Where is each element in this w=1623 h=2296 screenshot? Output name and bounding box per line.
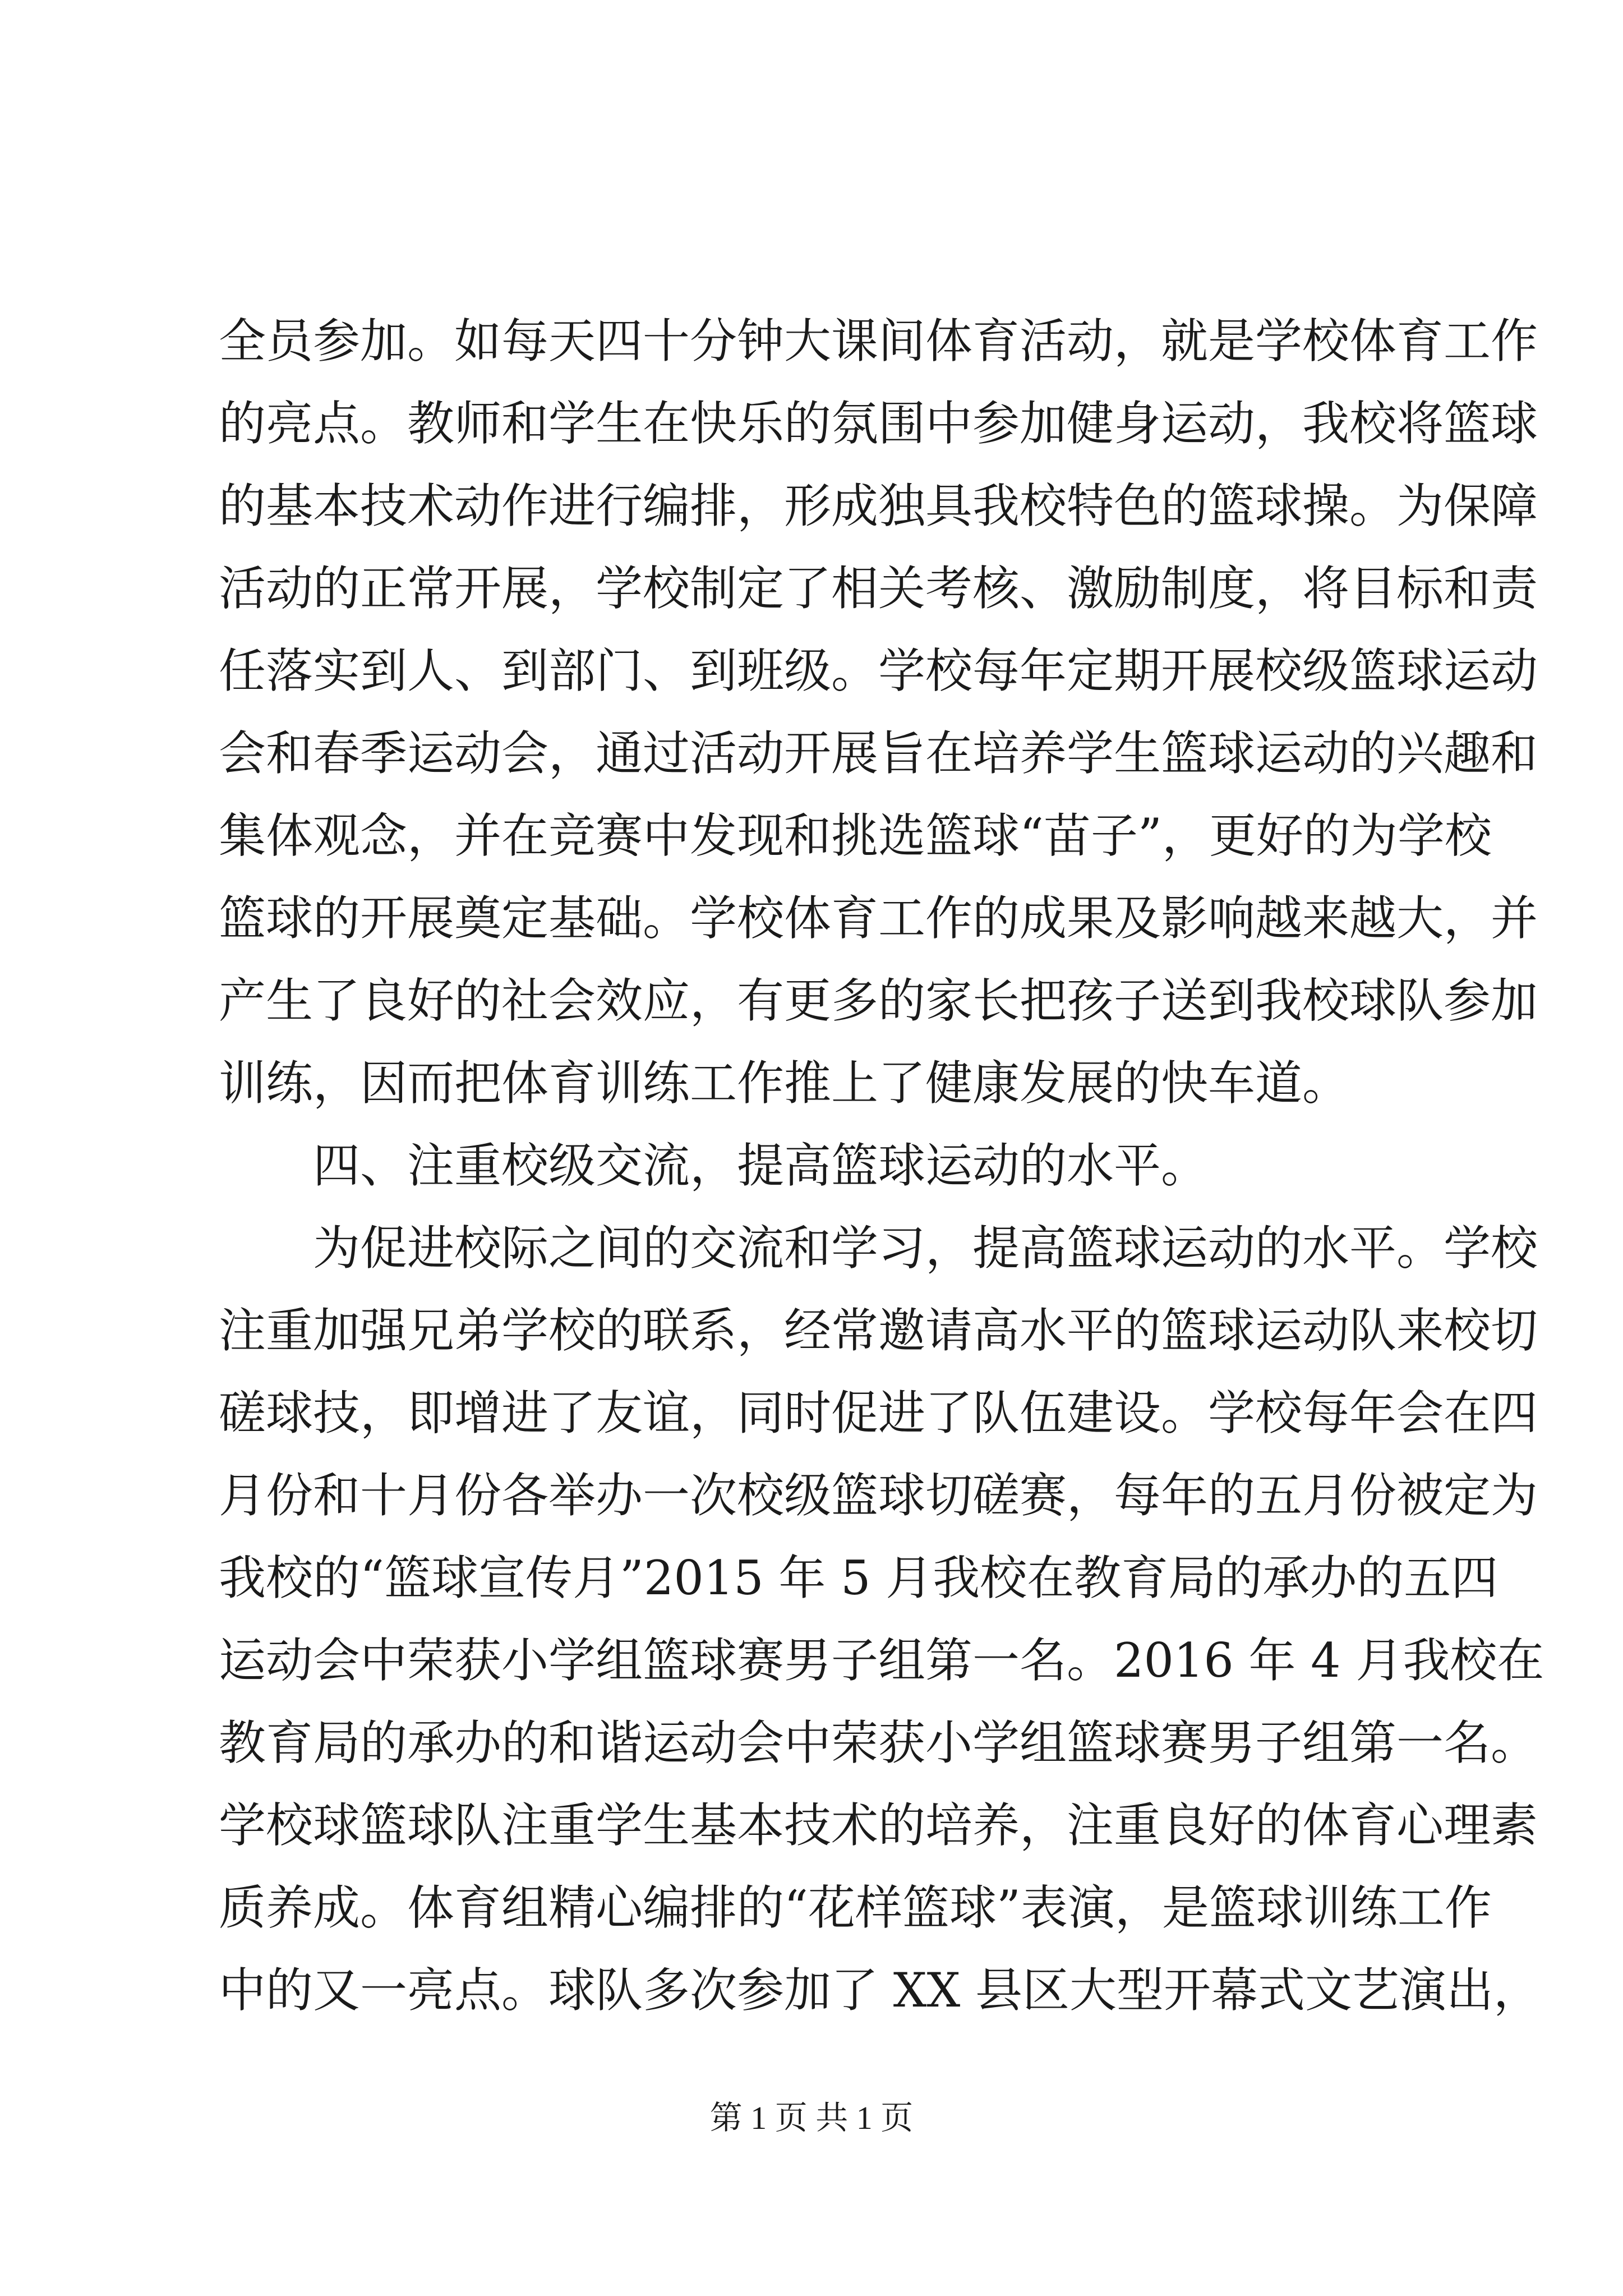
text-line: 产生了良好的社会效应，有更多的家长把孩子送到我校球队参加	[219, 973, 1538, 1028]
body-text	[219, 300, 1544, 2032]
text-line: 训练，因而把体育训练工作推上了健康发展的快车道。	[219, 1056, 1350, 1111]
text-line: 注重加强兄弟学校的联系，经常邀请高水平的篮球运动队来校切	[219, 1303, 1538, 1358]
text-line: 任落实到人、到部门、到班级。学校每年定期开展校级篮球运动	[219, 643, 1538, 698]
text-line: 运动会中荣获小学组篮球赛男子组第一名。2016 年 4 月我校在	[219, 1633, 1544, 1688]
text-line: 的亮点。教师和学生在快乐的氛围中参加健身运动，我校将篮球	[219, 396, 1538, 451]
text-line: 为促进校际之间的交流和学习，提高篮球运动的水平。学校	[313, 1221, 1538, 1276]
text-line: 篮球的开展奠定基础。学校体育工作的成果及影响越来越大，并	[219, 891, 1538, 946]
text-line: 教育局的承办的和谐运动会中荣获小学组篮球赛男子组第一名。	[219, 1715, 1538, 1770]
text-line: 全员参加。如每天四十分钟大课间体育活动，就是学校体育工作	[219, 314, 1538, 369]
text-line: 质养成。体育组精心编排的“花样篮球”表演，是篮球训练工作	[219, 1880, 1492, 1935]
section-heading: 四、注重校级交流，提高篮球运动的水平。	[313, 1138, 1209, 1193]
text-line: 的基本技术动作进行编排，形成独具我校特色的篮球操。为保障	[219, 478, 1538, 533]
text-line: 会和春季运动会，通过活动开展旨在培养学生篮球运动的兴趣和	[219, 726, 1538, 781]
text-line: 月份和十月份各举办一次校级篮球切磋赛，每年的五月份被定为	[219, 1468, 1538, 1523]
text-line: 学校球篮球队注重学生基本技术的培养，注重良好的体育心理素	[219, 1798, 1538, 1853]
text-line: 集体观念，并在竞赛中发现和挑选篮球“苗子”，更好的为学校	[219, 808, 1492, 863]
text-line: 我校的“篮球宣传月”2015 年 5 月我校在教育局的承办的五四	[219, 1550, 1498, 1605]
text-line: 磋球技，即增进了友谊，同时促进了队伍建设。学校每年会在四	[219, 1386, 1538, 1441]
text-line: 活动的正常开展，学校制定了相关考核、激励制度，将目标和责	[219, 561, 1538, 616]
page-number-footer: 第 1 页 共 1 页	[709, 2100, 914, 2136]
text-line: 中的又一亮点。球队多次参加了 XX 县区大型开幕式文艺演出，	[219, 1963, 1541, 2018]
